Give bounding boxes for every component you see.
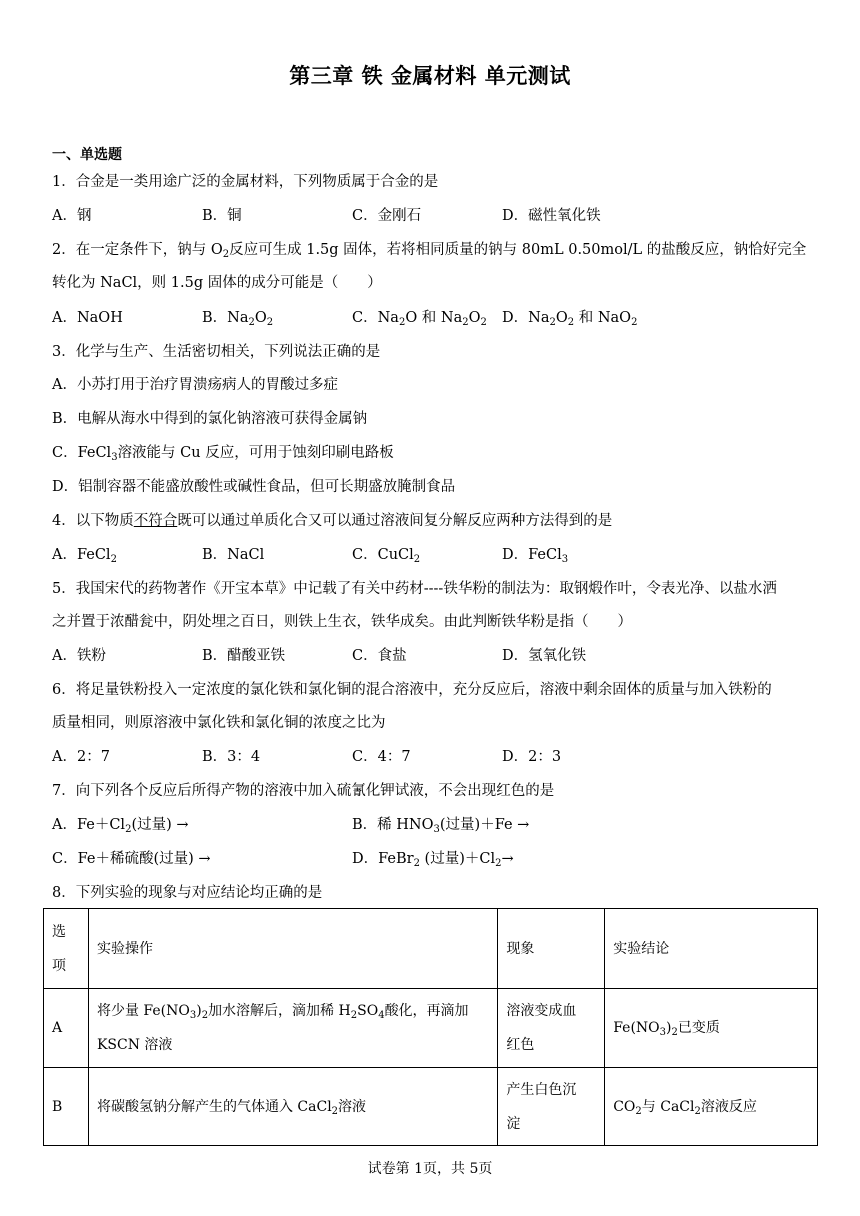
question-2-stem-line1: 2．在一定条件下，钠与 $O_2$反应可生成 1.5g 固体，若将相同质量的钠与 80mL 0.50mol/L 的盐酸反应，钠恰好完全: [52, 242, 807, 260]
q4-option-c: C．CuCl$_2$: [352, 547, 421, 565]
q7-option-b: B．稀 $HNO_3$(过量)＋Fe →: [352, 817, 530, 835]
row-b-phenomenon: 产生白色沉 淀: [498, 1068, 605, 1146]
table-row: [44, 989, 818, 1068]
question-4-stem: 4．以下物质不符合既可以通过单质化合又可以通过溶液间复分解反应两种方法得到的是: [52, 513, 613, 529]
table-row: [44, 1068, 818, 1146]
header-operation: 实验操作: [88, 909, 497, 989]
experiment-table: [43, 908, 818, 1146]
row-b-conclusion: $CO_2$与 CaCl$_2$溶液反应: [605, 1068, 818, 1146]
q5-option-b: B．醋酸亚铁: [202, 648, 286, 664]
q5-option-a: A．铁粉: [52, 648, 106, 664]
question-5-stem-line2: 之并置于浓醋瓮中，阴处埋之百日，则铁上生衣，铁华成矣。由此判断铁华粉是指（ ）: [52, 614, 632, 630]
q3-option-b: B．电解从海水中得到的氯化钠溶液可获得金属钠: [52, 411, 368, 427]
question-2-stem-line2: 转化为 NaCl，则 1.5g 固体的成分可能是（ ）: [52, 275, 382, 291]
row-a-operation: 将少量 $Fe(NO_3)_2$加水溶解后，滴加稀 $H_2SO_4$酸化，再滴加 KSCN 溶液: [88, 989, 497, 1068]
q5-option-c: C．食盐: [352, 648, 407, 664]
question-6-stem-line2: 质量相同，则原溶液中氯化铁和氯化铜的浓度之比为: [52, 715, 386, 731]
q2-option-d: D．$Na_2O_2$ 和 NaO$_2$: [502, 310, 638, 328]
q3-option-d: D．铝制容器不能盛放酸性或碱性食品，但可长期盛放腌制食品: [52, 479, 456, 495]
q1-option-b: B．铜: [202, 208, 242, 224]
q3-option-c: C．FeCl$_3$溶液能与 Cu 反应，可用于蚀刻印刷电路板: [52, 445, 394, 463]
q4-option-b: B．NaCl: [202, 547, 265, 563]
q3-option-a: A．小苏打用于治疗胃溃疡病人的胃酸过多症: [52, 377, 338, 393]
section-heading: 一、单选题: [52, 147, 122, 163]
q4-option-d: D．FeCl$_3$: [502, 547, 569, 565]
header-phenomenon: 现象: [498, 909, 605, 989]
page-footer: 试卷第 1页，共 5页: [367, 1161, 493, 1177]
row-a-phenomenon: 溶液变成血 红色: [498, 989, 605, 1068]
row-a-label: A: [44, 989, 89, 1068]
question-1-stem: 1．合金是一类用途广泛的金属材料，下列物质属于合金的是: [52, 174, 439, 190]
q2-option-a: A．NaOH: [52, 310, 123, 326]
question-6-stem-line1: 6．将足量铁粉投入一定浓度的氯化铁和氯化铜的混合溶液中，充分反应后，溶液中剩余固体的质量与加入铁粉的: [52, 682, 772, 698]
q1-option-d: D．磁性氧化铁: [502, 208, 601, 224]
q2-option-c: C．$Na_2O$ 和 $Na_2O_2$: [352, 310, 487, 328]
q5-option-d: D．氢氧化铁: [502, 648, 587, 664]
q6-option-d: D．2：3: [502, 749, 562, 765]
question-5-stem-line1: 5．我国宋代的药物著作《开宝本草》中记载了有关中药材----铁华粉的制法为：取钢煅作叶，令表光净、以盐水洒: [52, 581, 777, 597]
q1-option-a: A．钢: [52, 208, 92, 224]
row-b-label: B: [44, 1068, 89, 1146]
row-b-operation: 将碳酸氢钠分解产生的气体通入 CaCl$_2$溶液: [88, 1068, 497, 1146]
question-8-stem: 8．下列实验的现象与对应结论均正确的是: [52, 885, 323, 901]
question-3-stem: 3．化学与生产、生活密切相关，下列说法正确的是: [52, 344, 381, 360]
row-a-conclusion: $Fe(NO_3)_2$已变质: [605, 989, 818, 1068]
q7-option-c: C．Fe＋稀硫酸(过量) →: [52, 851, 211, 867]
q6-option-a: A．2：7: [52, 749, 110, 765]
q2-option-b: B．$Na_2O_2$: [202, 310, 274, 328]
q6-option-b: B．3：4: [202, 749, 261, 765]
table-header-row: [44, 909, 818, 989]
q4-option-a: A．FeCl$_2$: [52, 547, 117, 565]
question-7-stem: 7．向下列各个反应后所得产物的溶液中加入硫氰化钾试液，不会出现红色的是: [52, 783, 555, 799]
q7-option-d: D．FeBr$_2$ (过量)$+Cl_2\to$: [352, 851, 514, 869]
header-conclusion: 实验结论: [605, 909, 818, 989]
q7-option-a: A．$Fe+Cl_2$(过量) →: [52, 817, 189, 835]
header-option: 选 项: [44, 909, 89, 989]
q6-option-c: C．4：7: [352, 749, 411, 765]
q1-option-c: C．金刚石: [352, 208, 422, 224]
page-title: 第三章 铁 金属材料 单元测试: [289, 64, 571, 88]
